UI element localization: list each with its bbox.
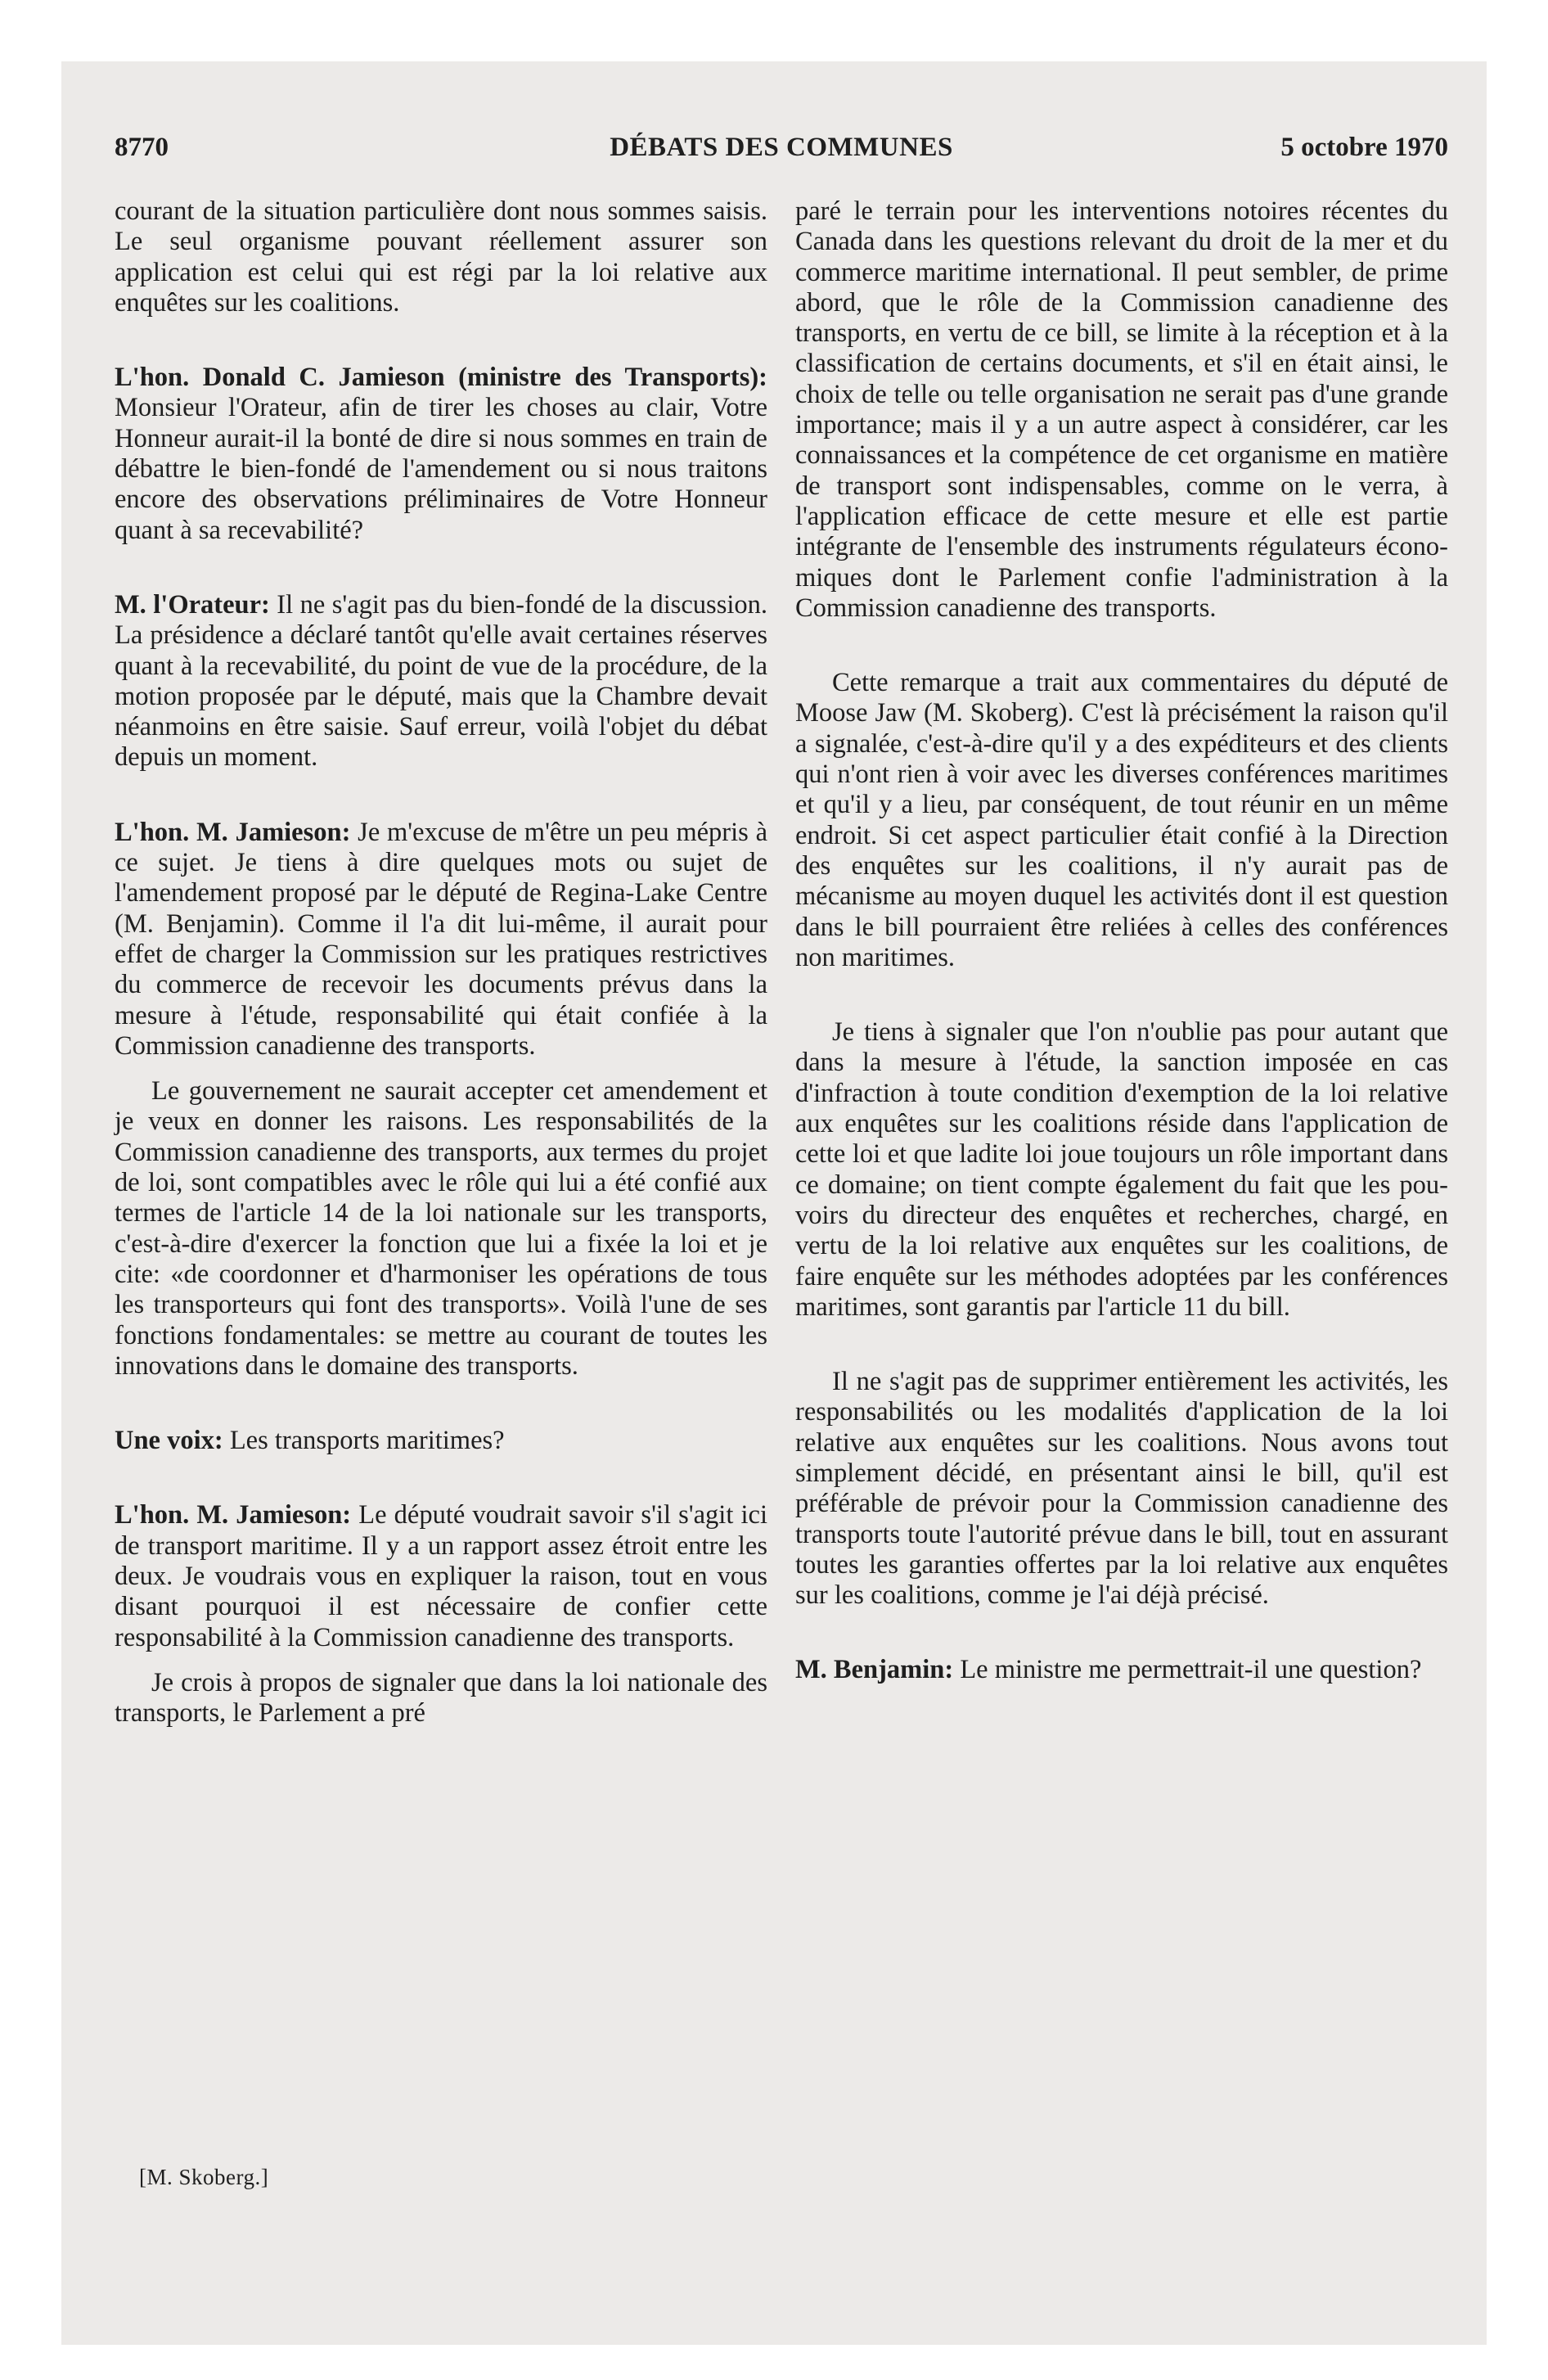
paragraph xyxy=(795,668,1448,973)
paragraph xyxy=(115,196,767,318)
speaker-label: M. l'Orateur: xyxy=(115,589,270,620)
publication-title: DÉBATS DES COMMUNES xyxy=(610,133,953,162)
paragraph xyxy=(795,196,1448,624)
left-column xyxy=(115,196,767,1729)
paragraph xyxy=(115,818,767,1062)
paragraph-text: Le ministre me permettrait-il une question? xyxy=(953,1655,1422,1685)
paragraph-text: Le gouvernement ne saurait accepter cet amendement et je veux en donner les raisons. Les responsabilités de la Commission canadienne des transports, aux termes du projet de loi, sont compatibles avec le rôle qui lui a été confié aux termes de l'article 14 de la loi nationale sur les transports, c'est-à-dire d'exercer la fonction que lui a fixée la loi et je cite: «de coordonner et d'harmoniser les opérations de tous les transporteurs qui font des transports». Voilà l'une de ses fonctions fondamentales: se mettre au courant de toutes les innovations dans le domaine des transports. xyxy=(115,1076,767,1381)
paragraph xyxy=(115,1076,767,1382)
speaker-label: L'hon. M. Jamieson: xyxy=(115,1500,352,1530)
paragraph-text: Monsieur l'Orateur, afin de tirer les choses au clair, Votre Honneur aurait-il la bonté de dire si nous sommes en train de débattre le bien-fondé de l'amendement ou si nous traitons encore des observations préliminaires de Votre Honneur quant à sa recevabilité? xyxy=(115,393,767,545)
paragraph-text: Le député voudrait savoir s'il s'agit ici de transport maritime. Il y a un rapport assez étroit entre les deux. Je voudrais vous en expliquer la raison, tout en vous disant pourquoi il est nécessaire de confier cette responsabilité à la Commission canadienne des transports. xyxy=(115,1500,767,1652)
speaker-label: M. Benjamin: xyxy=(795,1655,954,1685)
paragraph-text: Cette remarque a trait aux commentaires du député de Moose Jaw (M. Skoberg). C'est là précisément la raison qu'il a signalée, c'est-à-dire qu'il y a des expéditeurs et des clients qui n'ont rien à voir avec les diverses conférences maritimes et qu'il y a lieu, par conséquent, de tout réunir en un même endroit. Si cet aspect particulier était confié à la Direction des enquêtes sur les coalitions, il n'y aurait pas de mécanisme au moyen duquel les activités dont il est question dans le bill pourraient être reliées à celles des conférences non maritimes. xyxy=(795,668,1448,972)
publication-date: 5 octobre 1970 xyxy=(1280,133,1448,162)
paragraph xyxy=(115,1500,767,1652)
paragraph-text: paré le terrain pour les interventions notoires récentes du Canada dans les questions relevant du droit de la mer et du commerce maritime international. Il peut sembler, de prime abord, que le rôle de la Commission canadienne des transports, en vertu de ce bill, se limite à la réception et à la classification de certains documents, et s'il en était ainsi, le choix de telle ou telle organisation ne serait pas d'une grande importance; mais il y a un autre aspect à considérer, car les connaissances et la compétence de cet organisme en matière de transport sont indispensables, comme on le verra, à l'application efficace de cette mesure et elle est partie intégrante de l'ensemble des instruments régulateurs économiques dont le Parlement confie l'administration à la Commission canadienne des transports. xyxy=(795,196,1448,623)
speaker-label: L'hon. Donald C. Jamieson (ministre des Transports): xyxy=(115,363,767,393)
paragraph xyxy=(115,363,767,546)
paragraph xyxy=(115,590,767,773)
paragraph xyxy=(115,1426,767,1456)
speaker-label: L'hon. M. Jamieson: xyxy=(115,817,351,847)
paragraph xyxy=(115,1668,767,1729)
paragraph-text: Les transports maritimes? xyxy=(223,1426,505,1456)
paragraph-text: Je m'excuse de m'être un peu mépris à ce sujet. Je tiens à dire quelques mots ou sujet de l'amendement proposé par le député de Regina-Lake Centre (M. Benjamin). Comme il l'a dit lui-même, il aurait pour effet de charger la Commission sur les pratiques restrictives du commerce de recevoir les documents prévus dans la mesure à l'étude, responsabilité qui était confiée à la Commission canadienne des transports. xyxy=(115,817,768,1061)
right-column xyxy=(795,196,1448,1686)
paragraph-text: courant de la situation particulière dont nous sommes saisis. Le seul organisme pouvant réellement assurer son application est celui qui est régi par la loi relative aux enquêtes sur les coalitions. xyxy=(115,196,767,318)
page-header xyxy=(115,133,1448,172)
paragraph-text: Il ne s'agit pas de supprimer entièrement les activités, les responsabilités ou les modalités d'application de la loi relative aux enquêtes sur les coalitions. Nous avons tout simplement décidé, en présentant ainsi le bill, qu'il est préférable de prévoir pour la Commission canadienne des transports toute l'autorité prévue dans le bill, tout en assurant toutes les garanties offertes par la loi relative aux enquêtes sur les coalitions, comme je l'ai déjà précisé. xyxy=(795,1367,1448,1611)
paragraph xyxy=(795,1017,1448,1323)
paragraph-text: Il ne s'agit pas du bien-fondé de la discussion. La présidence a déclaré tantôt qu'elle avait certaines réserves quant à la recevabilité, du point de vue de la procédure, de la motion proposée par le député, mais que la Chambre devait néanmoins en être saisie. Sauf erreur, voilà l'objet du débat depuis un moment. xyxy=(115,589,767,773)
paragraph-text: Je crois à propos de signaler que dans la loi nationale des transports, le Parlement a pré xyxy=(115,1667,767,1729)
page-number: 8770 xyxy=(115,133,169,162)
footnote: [M. Skoberg.] xyxy=(139,2165,269,2189)
paragraph xyxy=(795,1655,1448,1685)
speaker-label: Une voix: xyxy=(115,1426,223,1456)
paragraph xyxy=(795,1367,1448,1611)
paragraph-text: Je tiens à signaler que l'on n'oublie pas pour autant que dans la mesure à l'étude, la sanction imposée en cas d'infraction à toute condition d'exemption de la loi relative aux enquêtes sur les coalitions réside dans l'application de cette loi et que ladite loi joue toujours un rôle important dans ce domaine; on tient compte également du fait que les pouvoirs du directeur des enquêtes et recherches, chargé, en vertu de la loi relative aux enquêtes sur les coalitions, de faire enquête sur les méthodes adoptées par les conférences maritimes, sont garantis par l'article 11 du bill. xyxy=(795,1017,1448,1322)
